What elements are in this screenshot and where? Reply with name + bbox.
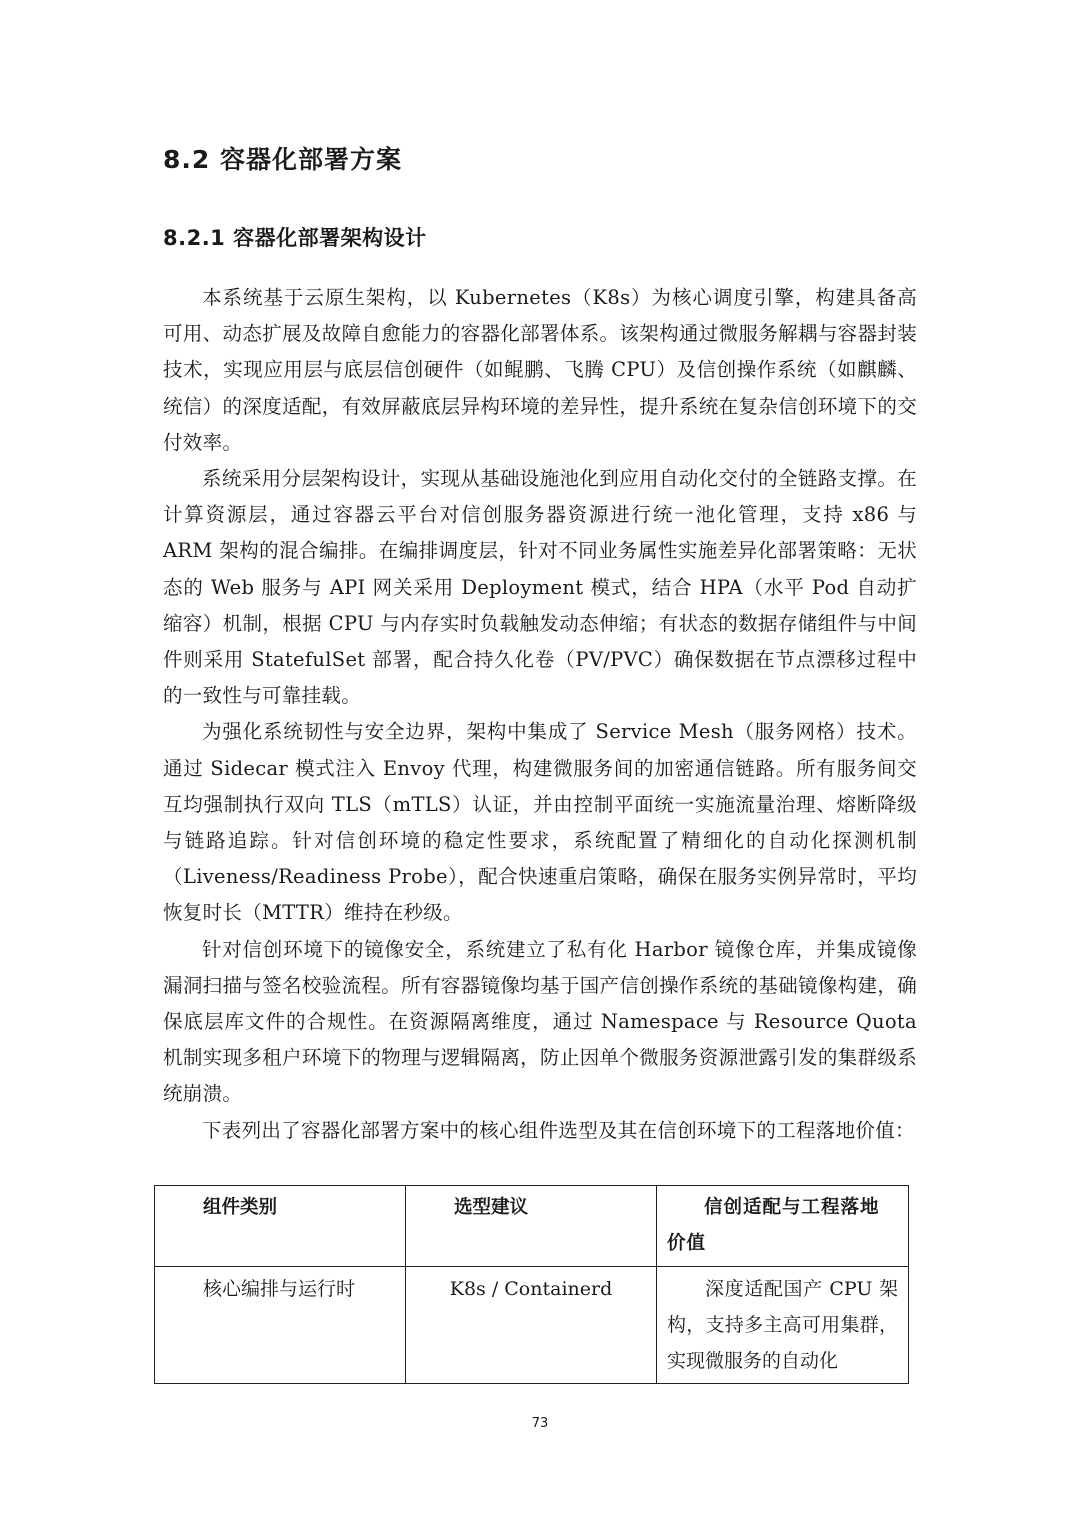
paragraph-4: 针对信创环境下的镜像安全，系统建立了私有化 Harbor 镜像仓库，并集成镜像漏洞扫描与签名校验流程。所有容器镜像均基于国产信创操作系统的基础镜像构建，确保底层库文件的合规性。在资源隔离维度，通过 Namespace 与 Resource Quota 机制实现多租户环境下的物理与逻辑隔离，防止因单个微服务资源泄露引发的集群级系统崩溃。 <box>163 937 917 1106</box>
paragraph-3: 为强化系统韧性与安全边界，架构中集成了 Service Mesh（服务网格）技术。通过 Sidecar 模式注入 Envoy 代理，构建微服务间的加密通信链路。所有服务间交互均强制执行双向 TLS（mTLS）认证，并由控制平面统一实施流量治理、熔断降级与链路追踪。针对信创环境的稳定性要求，系统配置了精细化的自动化探测机制（Liveness/Readiness Probe），配合快速重启策略，确保在服务实例异常时，平均恢复时长（MTTR）维持在秒级。 <box>163 720 917 925</box>
cell-category: 核心编排与运行时 <box>155 1267 406 1384</box>
header-choice: 选型建议 <box>406 1186 657 1267</box>
cell-choice: K8s / Containerd <box>406 1267 657 1384</box>
table-row <box>155 1267 909 1384</box>
paragraph-1: 本系统基于云原生架构，以 Kubernetes（K8s）为核心调度引擎，构建具备高可用、动态扩展及故障自愈能力的容器化部署体系。该架构通过微服务解耦与容器封装技术，实现应用层与底层信创硬件（如鲲鹏、飞腾 CPU）及信创操作系统（如麒麟、统信）的深度适配，有效屏蔽底层异构环境的差异性，提升系统在复杂信创环境下的交付效率。 <box>163 286 917 454</box>
paragraph-2: 系统采用分层架构设计，实现从基础设施池化到应用自动化交付的全链路支撑。在计算资源层，通过容器云平台对信创服务器资源进行统一池化管理，支持 x86 与 ARM 架构的混合编排。在编排调度层，针对不同业务属性实施差异化部署策略：无状态的 Web 服务与 API 网关采用 Deployment 模式，结合 HPA（水平 Pod 自动扩缩容）机制，根据 CPU 与内存实时负载触发动态伸缩；有状态的数据存储组件与中间件则采用 StatefulSet 部署，配合持久化卷（PV/PVC）确保数据在节点漂移过程中的一致性与可靠挂载。 <box>163 467 917 708</box>
page-number: 73 <box>531 1416 549 1431</box>
body-text <box>163 280 917 1149</box>
cell-value: 深度适配国产 CPU 架构，支持多主高可用集群，实现微服务的自动化 <box>657 1267 909 1384</box>
component-table <box>154 1185 909 1384</box>
paragraph-5: 下表列出了容器化部署方案中的核心组件选型及其在信创环境下的工程落地价值： <box>202 1118 915 1142</box>
subsection-heading: 8.2.1 容器化部署架构设计 <box>163 226 427 250</box>
header-category: 组件类别 <box>155 1186 406 1267</box>
section-heading: 8.2 容器化部署方案 <box>163 145 402 174</box>
header-value: 信创适配与工程落地价值 <box>657 1186 909 1267</box>
table-header-row <box>155 1186 909 1267</box>
